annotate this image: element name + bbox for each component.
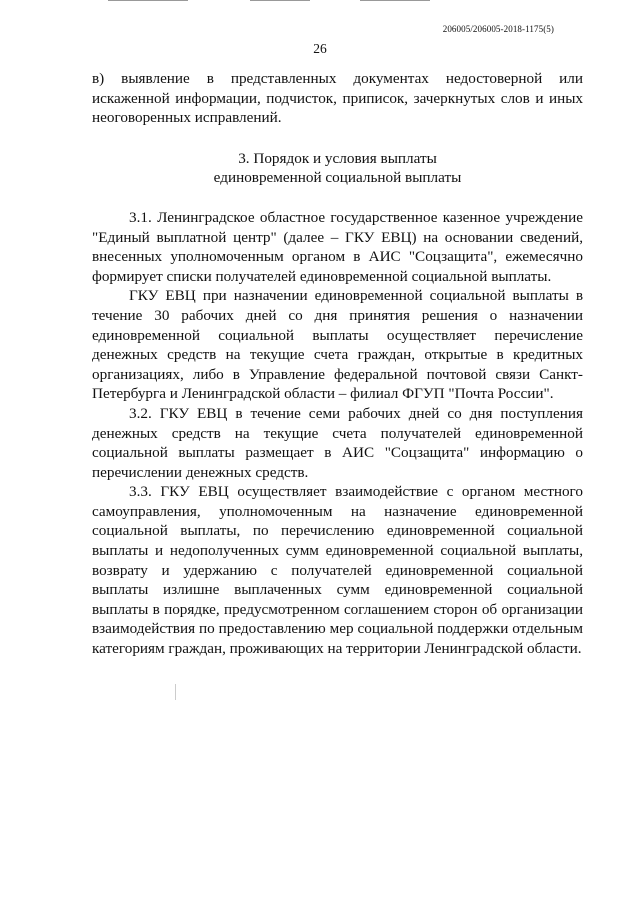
scan-artifact [360,0,430,1]
section-title [92,149,583,188]
scan-artifact [175,684,176,700]
page-number: 26 [313,41,327,56]
section-title-line2: единовременной социальной выплаты [213,169,462,187]
document-number: 206005/206005-2018-1175(5) [442,24,554,34]
document-body [92,69,583,659]
section-title-line1: 3. Порядок и условия выплаты [238,149,437,167]
paragraph-3-2: 3.2. ГКУ ЕВЦ в течение семи рабочих дней со дня поступления денежных средств на текущие счета получателей единовременной социальной выплаты размещает в АИС "Соцзащита" информацию о перечислении денежных средств. [92,404,583,481]
paragraph-3-1: 3.1. Ленинградское областное государственное казенное учреждение "Единый выплатной центр" (далее – ГКУ ЕВЦ) на основании сведений, внесенных уполномоченным органом в АИС "Соцзащита", ежемесячно формирует списки получателей единовременной социальной выплаты. [92,208,583,285]
paragraph-payment: ГКУ ЕВЦ при назначении единовременной социальной выплаты в течение 30 рабочих дней со дня принятия решения о назначении единовременной социальной выплаты осуществляет перечисление денежных средств на текущие счета граждан, открытые в кредитных организациях, либо в Управление федеральной почтовой связи Санкт-Петербурга и Ленинградской области – филиал ФГУП "Почта России". [92,287,583,403]
scan-artifact [250,0,310,1]
paragraph-3-3: 3.3. ГКУ ЕВЦ осуществляет взаимодействие с органом местного самоуправления, уполномоченным на назначение единовременной социальной выплаты, по перечислению единовременной социальной выплаты и недополученных сумм единовременной социальной выплаты, возврату и удержанию с получателей единовременной социальной выплаты излишне выплаченных сумм единовременной социальной выплаты в порядке, предусмотренном соглашением сторон об организации взаимодействия по предоставлению мер социальной поддержки отдельным категориям граждан, проживающих на территории Ленинградской области. [92,483,583,658]
scan-artifact [108,0,188,1]
paragraph-item-v: в) выявление в представленных документах недостоверной или искаженной информации, подчисток, приписок, зачеркнутых слов и иных неоговоренных исправлений. [92,70,583,127]
